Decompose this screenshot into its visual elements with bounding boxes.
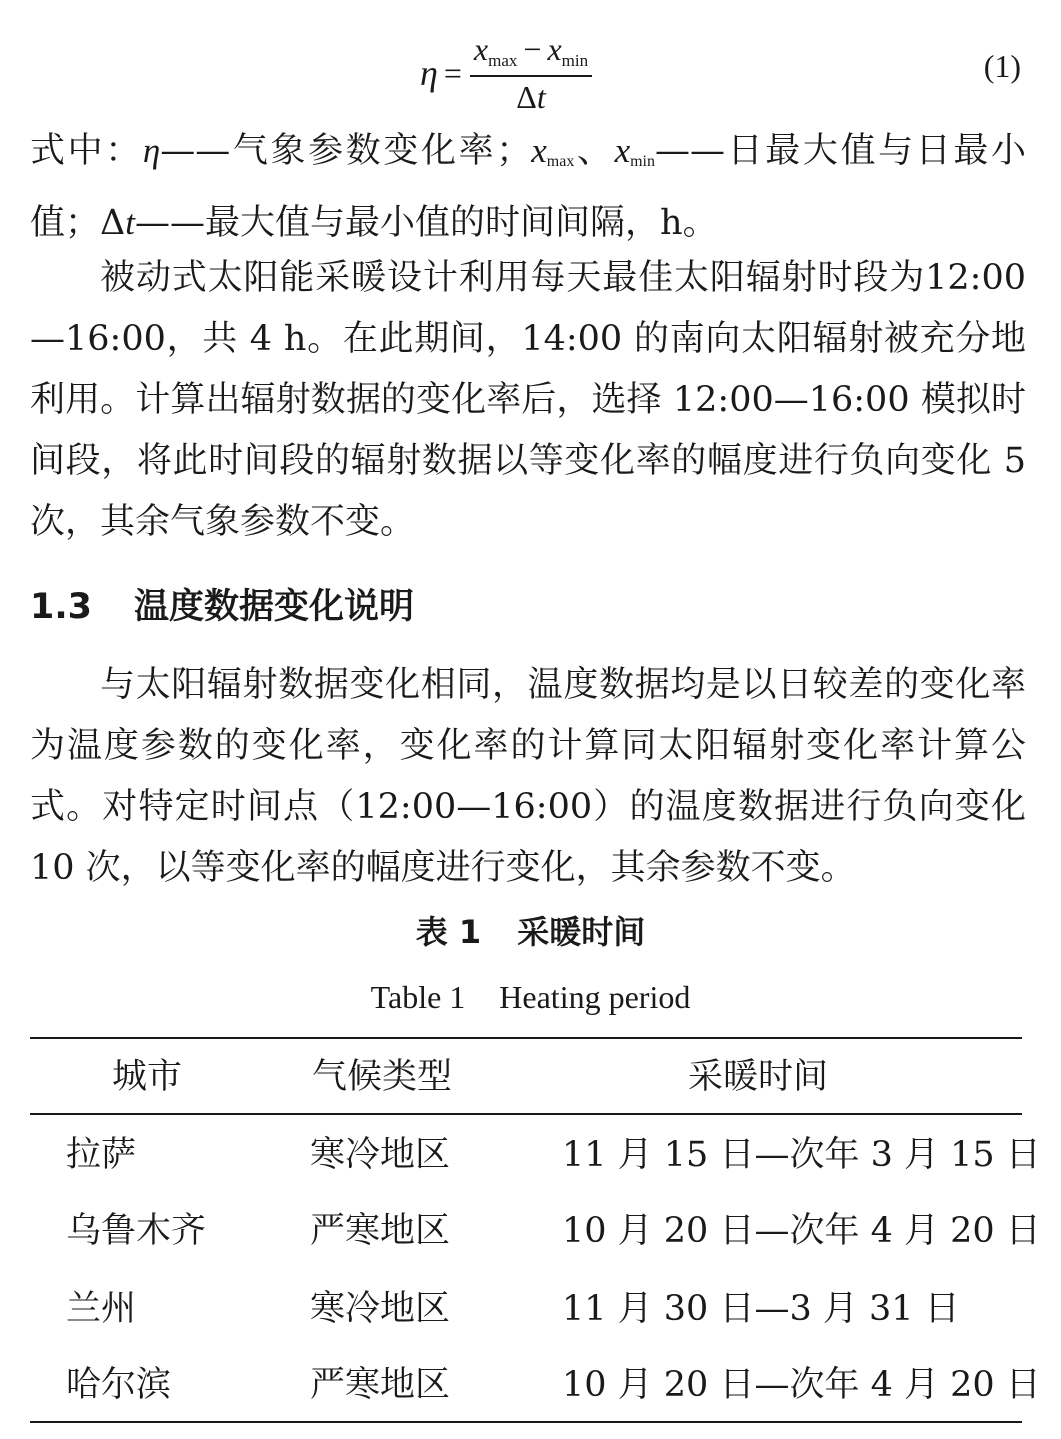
- equation-1: [0, 28, 1061, 118]
- table-header-rule: [30, 1113, 1022, 1115]
- section-title: 温度数据变化说明: [134, 587, 415, 627]
- definitions-eta: η: [142, 131, 161, 170]
- numerator-sub1: max: [488, 50, 518, 70]
- table-caption-en: [0, 975, 1061, 1019]
- table-cell-period: 10 月 20 日—次年 4 月 20 日: [562, 1211, 1041, 1251]
- table-cell-city: 兰州: [66, 1289, 137, 1329]
- equation-equals: =: [443, 54, 462, 91]
- section-number: 1.3: [30, 587, 93, 627]
- table-bottom-rule: [30, 1421, 1022, 1423]
- table-cell-city: 哈尔滨: [66, 1365, 172, 1405]
- table-cell-climate: 寒冷地区: [310, 1289, 451, 1329]
- table-caption-cn-label: 表 1: [415, 913, 482, 951]
- table-cell-period: 10 月 20 日—次年 4 月 20 日: [562, 1365, 1041, 1405]
- definitions-xmin: x: [614, 131, 631, 170]
- equation-body: [420, 28, 592, 118]
- numerator-x1: x: [473, 30, 489, 67]
- definitions-xmax-sub: max: [546, 153, 575, 170]
- definitions-delta: Δ: [100, 203, 126, 243]
- table-caption-cn: [0, 910, 1061, 954]
- paragraph-solar-radiation: 被动式太阳能采暖设计利用每天最佳太阳辐射时段为12:00—16:00，共 4 h。在此期间，14:00 的南向太阳辐射被充分地利用。计算出辐射数据的变化率后，选择 12:00—16:00 模拟时间段，将此时间段的辐射数据以等变化率的幅度进行负向变化 5 次，其余气象参数不变。: [30, 258, 1026, 542]
- denominator-t: t: [536, 78, 546, 115]
- table-cell-climate: 严寒地区: [310, 1211, 451, 1251]
- numerator-minus: −: [523, 30, 542, 67]
- equation-lhs: η: [420, 53, 438, 93]
- table-top-rule: [30, 1037, 1022, 1039]
- paragraph-temperature: 与太阳辐射数据变化相同，温度数据均是以日较差的变化率为温度参数的变化率，变化率的计算同太阳辐射变化率计算公式。对特定时间点（12:00—16:00）的温度数据进行负向变化 10 次，以等变化率的幅度进行变化，其余参数不变。: [30, 665, 1026, 888]
- denominator-delta: Δ: [516, 78, 537, 115]
- table-caption-en-label: Table 1: [370, 979, 466, 1015]
- equation-number: (1): [983, 48, 1021, 84]
- table-cell-period: 11 月 30 日—3 月 31 日: [562, 1289, 960, 1329]
- equation-denominator: [516, 77, 545, 116]
- definitions-t: t: [125, 203, 136, 242]
- definitions-lead: 式中：: [30, 131, 143, 171]
- equation-fraction: [470, 31, 592, 116]
- numerator-sub2: min: [561, 50, 589, 70]
- table-cell-climate: 严寒地区: [310, 1365, 451, 1405]
- section-heading: [30, 582, 414, 632]
- definitions-x-desc: ——日最大值与日最小值；: [30, 131, 1026, 243]
- table-header-period: 采暖时间: [688, 1057, 829, 1097]
- table-cell-city: 乌鲁木齐: [66, 1211, 207, 1251]
- numerator-x2: x: [547, 30, 562, 67]
- table-cell-climate: 寒冷地区: [310, 1135, 451, 1175]
- definitions-xmax: x: [531, 131, 547, 170]
- table-caption-en-title: Heating period: [499, 979, 691, 1015]
- definitions-xmin-sub: min: [630, 153, 655, 170]
- table-header-city: 城市: [112, 1057, 183, 1097]
- table-caption-cn-title: 采暖时间: [517, 913, 646, 951]
- definitions-eta-desc: ——气象参数变化率；: [160, 131, 532, 171]
- equation-definitions: [30, 120, 1026, 254]
- equation-numerator: [470, 31, 592, 77]
- definitions-t-desc: ——最大值与最小值的时间间隔，h。: [135, 203, 718, 243]
- definitions-sep: 、: [574, 131, 615, 171]
- table-cell-period: 11 月 15 日—次年 3 月 15 日: [562, 1135, 1041, 1175]
- table-header-climate: 气候类型: [312, 1057, 453, 1097]
- table-cell-city: 拉萨: [66, 1135, 137, 1175]
